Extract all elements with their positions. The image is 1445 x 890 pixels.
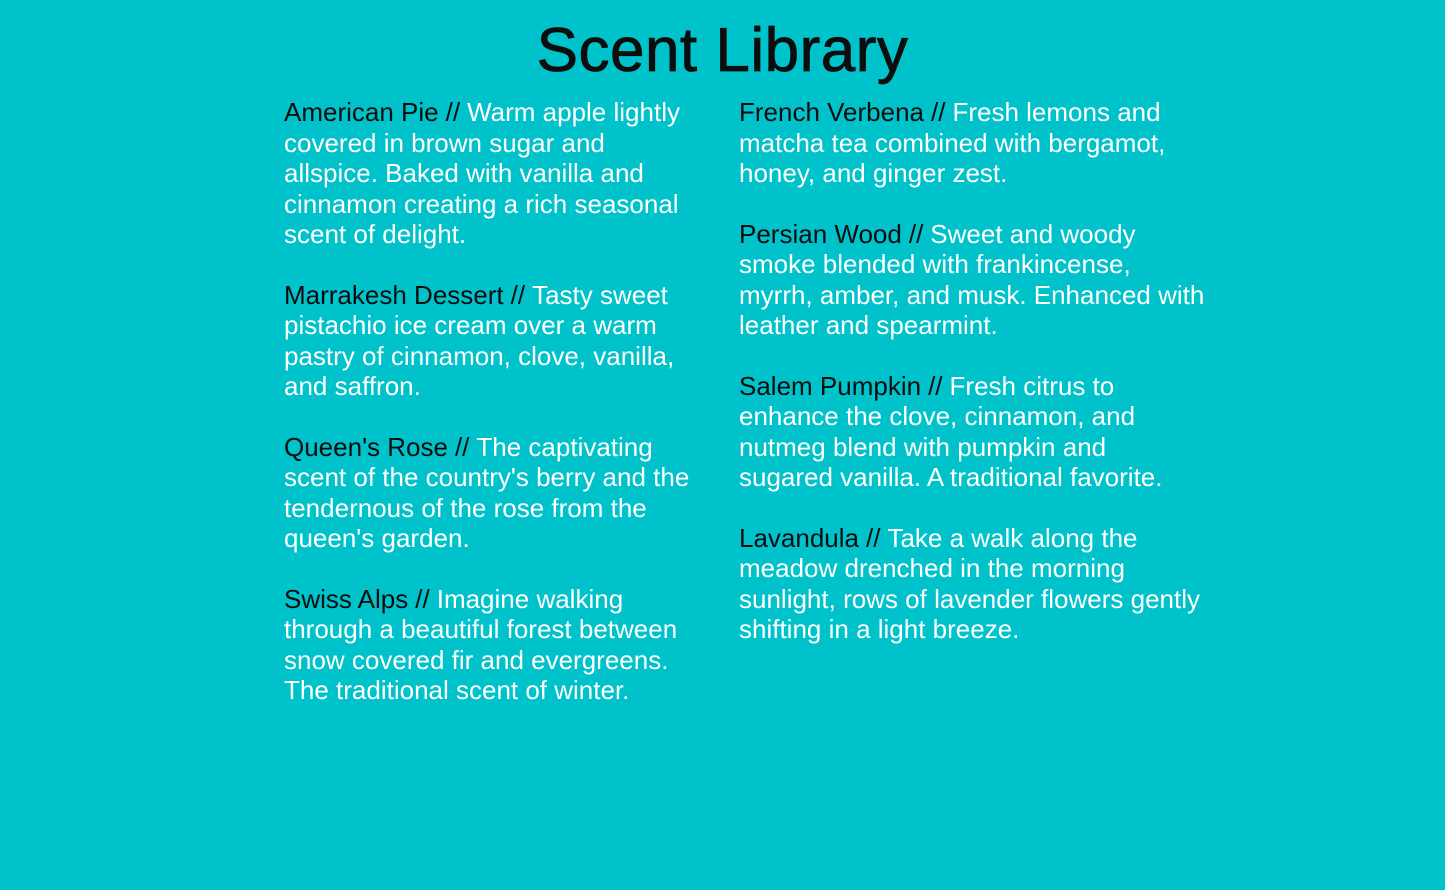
scent-entry-swiss-alps bbox=[284, 584, 699, 706]
scent-entry-american-pie bbox=[284, 97, 699, 250]
scent-name: Swiss Alps bbox=[284, 583, 409, 614]
scent-name: American Pie bbox=[284, 97, 439, 127]
scent-description: Tasty sweet pistachio ice cream over a warm pastry of cinnamon, clove, vanilla, and saffron. bbox=[284, 279, 675, 401]
scent-separator: // bbox=[454, 431, 470, 462]
scent-separator: // bbox=[931, 97, 946, 127]
scent-entry-queens-rose bbox=[284, 432, 699, 554]
scent-name: Marrakesh Dessert bbox=[284, 279, 504, 310]
scent-separator: // bbox=[510, 279, 526, 310]
scent-separator: // bbox=[908, 218, 924, 249]
scent-description: Warm apple lightly covered in brown sugar and allspice. Baked with vanilla and cinnamon creating a rich seasonal scent of delight. bbox=[284, 97, 680, 249]
scent-separator: // bbox=[866, 522, 881, 553]
scent-name: Queen's Rose bbox=[284, 431, 448, 462]
scent-entry-persian-wood bbox=[739, 219, 1207, 341]
scent-name: Salem Pumpkin bbox=[739, 370, 922, 401]
scent-entry-lavandula bbox=[739, 523, 1207, 645]
scent-entry-marrakesh-dessert bbox=[284, 280, 699, 402]
scent-description: The captivating scent of the country's berry and the tendernous of the rose from the queen's garden. bbox=[284, 431, 690, 553]
scent-name: Persian Wood bbox=[739, 218, 902, 249]
scent-column-left bbox=[284, 97, 699, 736]
scent-description: Fresh citrus to enhance the clove, cinnamon, and nutmeg blend with pumpkin and sugared vanilla. A traditional favorite. bbox=[739, 370, 1163, 492]
scent-name: Lavandula bbox=[739, 522, 859, 553]
scent-description: Take a walk along the meadow drenched in the morning sunlight, rows of lavender flowers gently shifting in a light breeze. bbox=[739, 522, 1201, 644]
scent-entry-salem-pumpkin bbox=[739, 371, 1207, 493]
scent-column-right bbox=[739, 97, 1207, 675]
scent-description: Fresh lemons and matcha tea combined with bergamot, honey, and ginger zest. bbox=[739, 97, 1166, 188]
scent-separator: // bbox=[928, 370, 943, 401]
scent-entry-french-verbena bbox=[739, 97, 1207, 189]
scent-separator: // bbox=[445, 97, 461, 127]
scent-name: French Verbena bbox=[739, 97, 925, 127]
scent-separator: // bbox=[415, 583, 430, 614]
page-title: Scent Library bbox=[536, 16, 909, 85]
scent-description: Imagine walking through a beautiful forest between snow covered fir and evergreens. The traditional scent of winter. bbox=[284, 583, 678, 705]
scent-description: Sweet and woody smoke blended with frankincense, myrrh, amber, and musk. Enhanced with leather and spearmint. bbox=[739, 218, 1205, 340]
